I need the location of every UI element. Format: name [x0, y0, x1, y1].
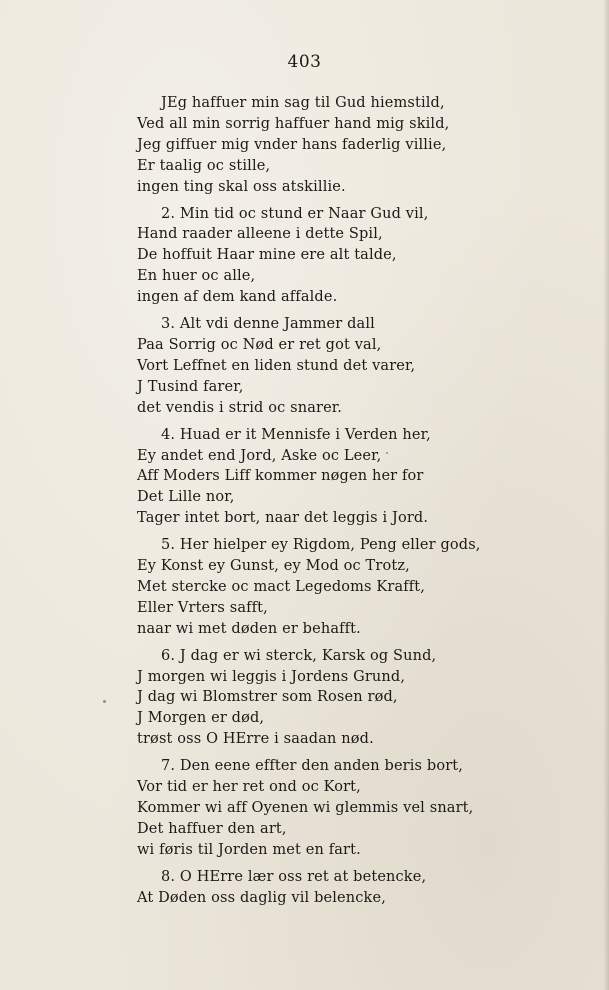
verse-line: Paa Sorrig oc Nød er ret got val, [137, 336, 382, 353]
verse-8 [137, 867, 482, 909]
verse-line: Det haffuer den art, [137, 820, 287, 837]
verse-line: det vendis i strid oc snarer. [137, 399, 343, 416]
verse-line: trøst oss O HErre i saadan nød. [137, 731, 374, 748]
verse-7 [137, 756, 482, 861]
verse-line: En huer oc alle, [137, 268, 256, 285]
page-number: 403 [287, 52, 322, 72]
verse-line: Hand raader alleene i dette Spil, [137, 226, 383, 243]
verse-line: Met stercke oc mact Legedoms Krafft, [137, 578, 426, 595]
verse-line: J Tusind farer, [137, 378, 244, 395]
verse-line: J Morgen er død, [137, 710, 265, 727]
verse-line: 7. Den eene effter den anden beris bort, [161, 758, 464, 775]
verse-4 [137, 425, 482, 530]
verse-line: 2. Min tid oc stund er Naar Gud vil, [161, 205, 429, 222]
verse-line: 6. J dag er wi sterck, Karsk og Sund, [161, 647, 437, 664]
verse-line: Er taalig oc stille, [137, 157, 271, 174]
verse-line: J morgen wi leggis i Jordens Grund, [137, 668, 406, 685]
hymn-text [137, 93, 482, 915]
verse-line: wi føris til Jorden met en fart. [137, 841, 361, 858]
verse-line: 8. O HErre lær oss ret at betencke, [161, 868, 427, 885]
verse-line: ingen ting skal oss atskillie. [137, 178, 346, 195]
verse-line: Eller Vrters safft, [137, 599, 268, 616]
verse-line: Ved all min sorrig haffuer hand mig skild, [137, 115, 450, 132]
verse-line: Jeg giffuer mig vnder hans faderlig villie, [137, 136, 447, 153]
verse-3 [137, 314, 482, 419]
verse-line: 4. Huad er it Mennisfe i Verden her, [161, 426, 431, 443]
verse-line: Vort Leffnet en liden stund det varer, [137, 357, 416, 374]
verse-2 [137, 204, 482, 309]
verse-line: 3. Alt vdi denne Jammer dall [161, 316, 375, 333]
paper-speck [103, 700, 106, 703]
verse-line: Kommer wi aff Oyenen wi glemmis vel snart, [137, 800, 474, 816]
verse-5 [137, 535, 482, 640]
verse-line: 5. Her hielper ey Rigdom, Peng eller gods, [161, 537, 481, 554]
verse-line: Aff Moders Liff kommer nøgen her for [137, 468, 424, 485]
paper-speck [386, 452, 388, 454]
verse-6 [137, 646, 482, 751]
verse-line: Ey Konst ey Gunst, ey Mod oc Trotz, [137, 558, 410, 575]
verse-line: Ey andet end Jord, Aske oc Leer, [137, 447, 382, 464]
verse-line: Vor tid er her ret ond oc Kort, [137, 779, 361, 796]
verse-line: JEg haffuer min sag til Gud hiemstild, [161, 95, 445, 111]
verse-line: Det Lille nor, [137, 489, 235, 506]
verse-line: naar wi met døden er behafft. [137, 620, 361, 637]
verse-line: At Døden oss daglig vil belencke, [137, 889, 386, 906]
verse-line: De hoffuit Haar mine ere alt talde, [137, 247, 397, 264]
verse-1 [137, 93, 482, 198]
verse-line: Tager intet bort, naar det leggis i Jord. [137, 510, 429, 527]
verse-line: J dag wi Blomstrer som Rosen rød, [137, 689, 398, 706]
verse-line: ingen af dem kand affalde. [137, 289, 338, 306]
